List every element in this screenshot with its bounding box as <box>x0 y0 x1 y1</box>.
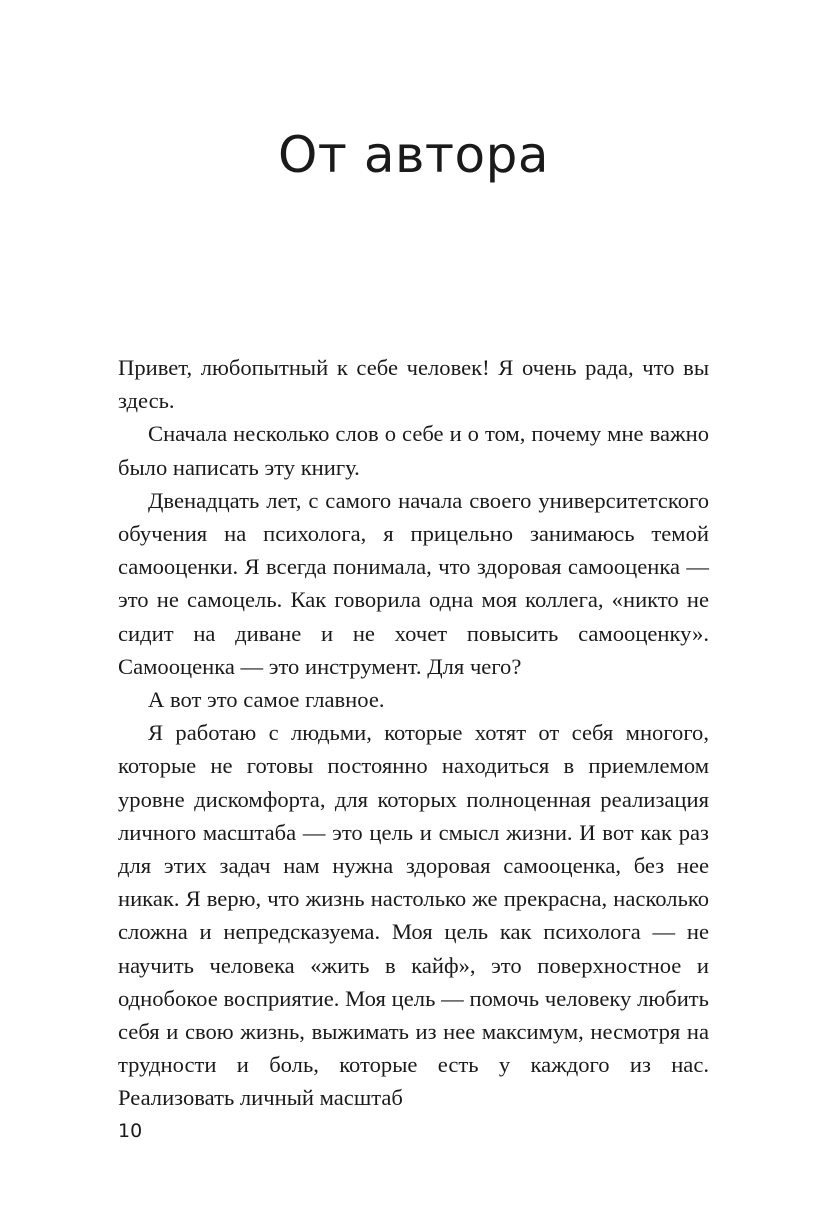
body-text <box>118 351 709 1115</box>
paragraph: Двенадцать лет, с самого начала своего университетского обучения на психолога, я прицельно занимаюсь темой самооценки. Я всегда понимала, что здоровая самооценка — это не самоцель. Как говорила одна моя коллега, «никто не сидит на диване и не хочет повысить самооценку». Самооценка — это инструмент. Для чего? <box>118 487 709 679</box>
paragraph: Привет, любопытный к себе человек! Я очень рада, что вы здесь. <box>118 355 709 414</box>
paragraph: А вот это самое главное. <box>148 687 385 713</box>
page-number: 10 <box>118 1120 143 1142</box>
paragraph: Я работаю с людьми, которые хотят от себя многого, которые не готовы постоянно находиться в приемлемом уровне дискомфорта, для которых полноценная реализация личного масштаба — это цель и смысл жизни. И вот как раз для этих задач нам нужна здоровая самооценка, без нее никак. Я верю, что жизнь настолько же прекрасна, насколько сложна и непредсказуема. Моя цель как психолога — не научить человека «жить в кайф», это поверхностное и однобокое восприятие. Моя цель — помочь человеку любить себя и свою жизнь, выжимать из нее максимум, несмотря на трудности и боль, которые есть у каждого из нас. Реализовать личный масштаб <box>118 720 709 1111</box>
chapter-title: От автора <box>277 126 550 184</box>
paragraph: Сначала несколько слов о себе и о том, почему мне важно было написать эту книгу. <box>118 421 709 480</box>
